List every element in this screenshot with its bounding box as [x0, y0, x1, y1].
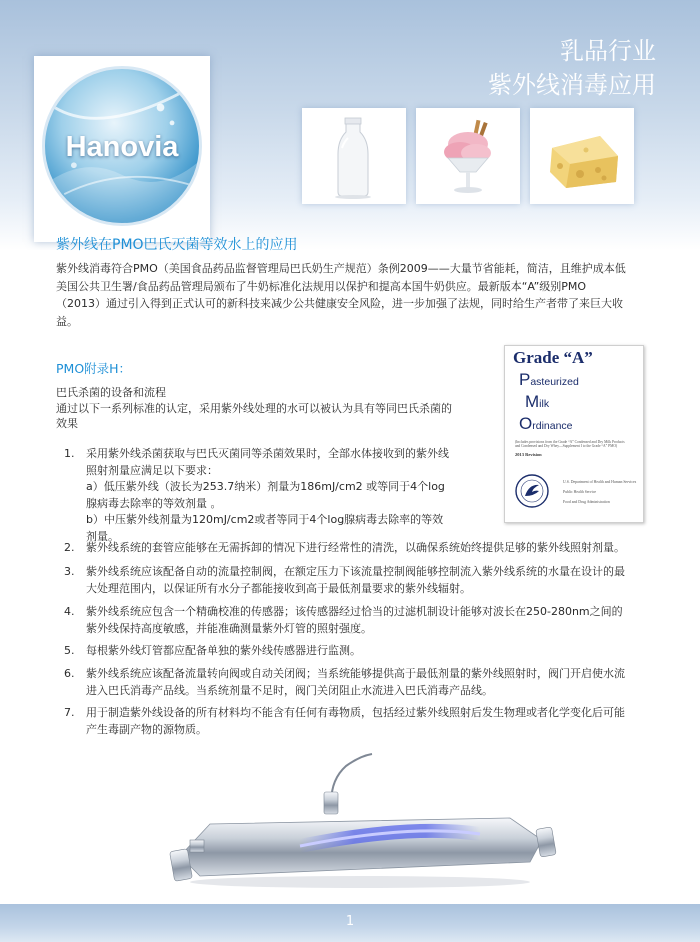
pmo-intro-line: 通过以下一系列标准的认定，采用紫外线处理的水可以被认为具有等同巴氏杀菌的 [56, 401, 452, 415]
list-number: 4. [64, 605, 75, 618]
list-number: 1. [64, 447, 75, 460]
list-text: 紫外线系统应该配备流量转向阀或自动关闭阀；当系统能够提供高于最低剂量的紫外线照射时，阀门开启使水流 进入巴氏消毒产品线。当系统剂量不足时，阀门关闭阻止水流进入巴氏消毒产品线。 [86, 667, 625, 697]
cover-word-pasteurized: Pasteurized [519, 370, 579, 389]
list-number: 7. [64, 706, 75, 719]
list-text: 紫外线系统应该配备自动的流量控制阀，在额定压力下该流量控制阀能够控制流入紫外线系统的水量在设计的最 大处理范围内，以保证所有水分子都能接收到高于最低剂量要求的紫外线辐射。 [86, 565, 625, 595]
list-number: 6. [64, 667, 75, 680]
pmo-subtitle: 巴氏杀菌的设备和流程 [56, 386, 166, 399]
pmo-appendix-intro [56, 385, 466, 432]
intro-paragraph [56, 260, 656, 330]
hhs-seal-icon [515, 474, 549, 508]
header-banner [0, 0, 700, 250]
pmo-document-cover [504, 345, 644, 523]
title-line-industry: 乳品行业 [560, 37, 656, 65]
ice-cream-image [416, 108, 520, 204]
list-text: 每根紫外线灯管都应配备单独的紫外线传感器进行监测。 [86, 644, 361, 657]
intro-line: 紫外线消毒符合PMO（美国食品药品监督管理局巴氏奶生产规范）条例2009——大量节省能耗，简洁，且维护成本低 [56, 262, 626, 275]
cover-department: U.S. Department of Health and Human Services [563, 480, 637, 484]
list-number: 5. [64, 644, 75, 657]
list-text: 紫外线系统应包含一个精确校准的传感器；该传感器经过恰当的过滤机制设计能够对波长在250-280nm之间的 紫外线保持高度敏感，并能准确测量紫外灯管的照射强度。 [86, 605, 623, 635]
list-text: 用于制造紫外线设备的所有材料均不能含有任何有毒物质，包括经过紫外线照射后发生物理或者化学变化后可能 产生毒副产物的源物质。 [86, 706, 625, 736]
intro-line: 益。 [56, 314, 78, 328]
logo-card [34, 56, 210, 242]
page-title [488, 34, 656, 102]
page-number: 1 [345, 914, 355, 929]
milk-bottle-image [302, 108, 406, 204]
cover-revision: 2013 Revision [515, 452, 542, 457]
list-text: 采用紫外线杀菌获取与巴氏灭菌同等杀菌效果时，全部水体接收到的紫外线 照射剂量应满足以下要求： a）低压紫外线（波长为253.7纳米）剂量为186mJ/cm2 或等同于4个log 腺病毒去除率的等效剂量 。 b）中压紫外线剂量为120mJ/cm2或者等同于4个log腺病毒去除率的等效 剂量。 [86, 447, 449, 543]
intro-line: 美国公共卫生署/食品药品管理局颁布了牛奶标准化法规用以保护和提高本国牛奶供应。最新版本“A”级别PMO [56, 279, 587, 293]
list-text: 紫外线系统的套管应能够在无需拆卸的情况下进行经常性的清洗，以确保系统始终提供足够的紫外线照射剂量。 [86, 541, 625, 554]
cover-service: Public Health Service [563, 490, 597, 494]
cover-agency: Food and Drug Administration [563, 500, 610, 504]
footer-bar [0, 904, 700, 942]
uv-reactor-image [150, 752, 570, 892]
pmo-appendix-heading: PMO附录H： [56, 361, 132, 376]
list-number: 2. [64, 541, 75, 554]
list-number: 3. [64, 565, 75, 578]
cheese-image [530, 108, 634, 204]
pmo-intro-line: 效果 [56, 417, 78, 430]
water-splash-logo [42, 66, 202, 226]
hanovia-logo-text: Hanovia [65, 131, 179, 163]
cover-word-milk: Milk [525, 392, 550, 411]
title-line-application: 紫外线消毒应用 [488, 71, 656, 99]
section-title: 紫外线在PMO巴氏灭菌等效水上的应用 [56, 237, 298, 253]
cover-grade-title: Grade “A” [513, 348, 593, 367]
cover-fine-print: (Includes provisions from the Grade “A” Condensed and Dry Milk Products and Condensed and Dry Whey—Supplement I to the Grade “A” PMO) [515, 440, 625, 449]
cover-word-ordinance: Ordinance [519, 414, 573, 433]
intro-line: （2013）通过引入得到正式认可的新科技来减少公共健康安全风险，进一步加强了法规，同时给生产者带了来巨大收 [56, 297, 623, 310]
